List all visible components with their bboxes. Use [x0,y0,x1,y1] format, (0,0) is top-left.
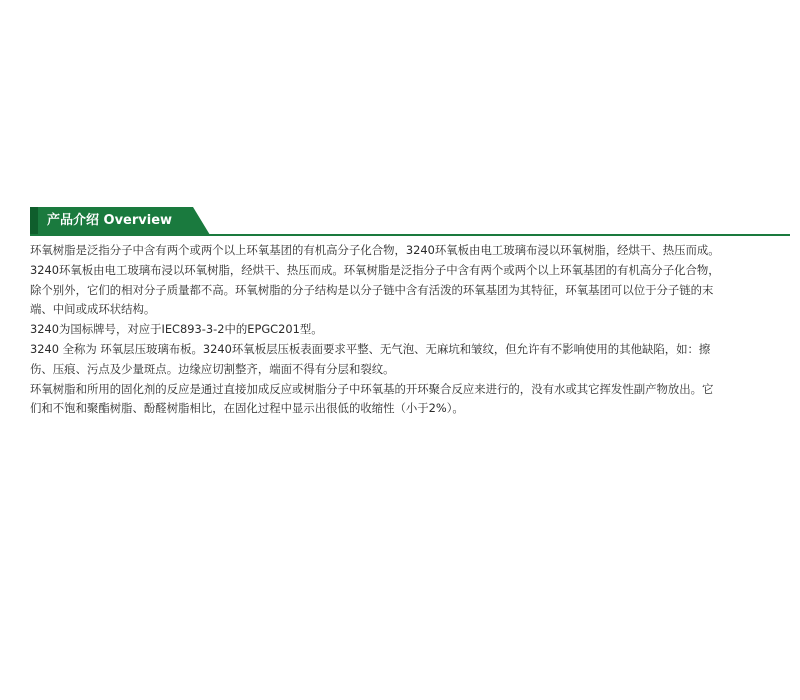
description-paragraph-1: 环氧树脂是泛指分子中含有两个或两个以上环氧基团的有机高分子化合物，3240环氧板由电工玻璃布浸以环氧树脂，经烘干、热压而成。 [30,243,720,257]
description-paragraph-5: 环氧树脂和所用的固化剂的反应是通过直接加成反应或树脂分子中环氧基的开环聚合反应来进行的，没有水或其它挥发性副产物放出。它们和不饱和聚酯树脂、酚醛树脂相比，在固化过程中显示出很低的收缩性（小于2%）。 [30,381,714,416]
description-paragraph-2: 3240环氧板由电工玻璃布浸以环氧树脂，经烘干、热压而成。环氧树脂是泛指分子中含有两个或两个以上环氧基团的有机高分子化合物，除个别外，它们的相对分子质量都不高。环氧树脂的分子结构是以分子链中含有活泼的环氧基团为其特征，环氧基团可以位于分子链的末端、中间或成环状结构。 [30,262,720,317]
description-paragraph-3: 3240为国标牌号，对应于IEC893-3-2中的EPGC201型。 [30,322,323,337]
description-paragraph-4: 3240 全称为 环氧层压玻璃布板。3240环氧板层压板表面要求平整、无气泡、无麻坑和皱纹，但允许有不影响使用的其他缺陷，如：擦伤、压痕、污点及少量斑点。边缘应切割整齐，端面不得有分层和裂纹。 [30,341,711,376]
product-description [30,241,720,419]
section-title: 产品介绍 Overview [47,213,173,228]
section-header [30,207,790,237]
section-header-underline [30,234,790,236]
